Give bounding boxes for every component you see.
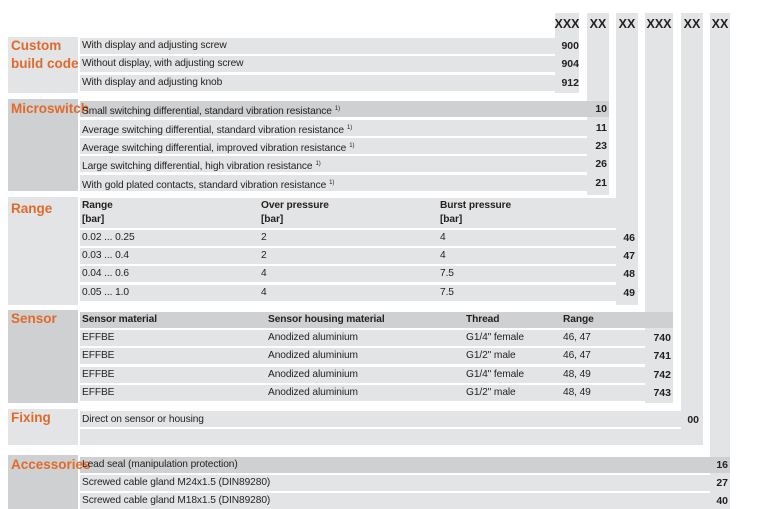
custom-row-2-code: 904 [561,58,579,70]
column-header-6: XX [711,17,729,31]
footnote-ref: 1) [315,161,321,167]
sensor-row-4-housing: Anodized aluminium [268,387,358,398]
fixing-row-2-bg [80,429,703,445]
fixing-row-1-code: 00 [687,414,699,426]
sensor-row-1-thread: G1/4" female [466,332,524,343]
sensor-row-1-material: EFFBE [82,332,115,343]
range-section-title: Range [11,201,53,216]
range-row-1-over: 2 [261,232,267,243]
microswitch-row-5-desc [82,175,334,194]
fixing-section-title: Fixing [11,410,51,425]
range-row-1-range: 0.02 ... 0.25 [82,232,135,243]
sensor-row-2-range: 46, 47 [563,350,591,361]
footnote-ref: 1) [346,125,353,131]
custom-row-1-code: 900 [561,40,579,52]
range-row-1-bg [80,230,638,246]
sensor-row-2-housing: Anodized aluminium [268,350,358,361]
sensor-row-4-code: 743 [653,387,671,399]
sensor-header-housing: Sensor housing material [268,314,385,325]
sensor-row-3-housing: Anodized aluminium [268,369,358,380]
footnote-ref: 1) [334,106,340,112]
accessories-row-1-desc: Lead seal (manipulation protection) [82,459,238,470]
range-header-range: Range [82,200,113,211]
range-row-3-bg [80,266,638,282]
sensor-row-3-range: 48, 49 [563,369,591,380]
sensor-section-title: Sensor [11,311,57,326]
microswitch-row-4-text: Large switching differential, high vibration resistance [82,161,313,172]
microswitch-row-1-desc [82,101,340,120]
sensor-header-thread: Thread [466,314,500,325]
footnote-ref: 1) [349,143,355,149]
range-row-2-bg [80,248,638,264]
custom-row-3-desc: With display and adjusting knob [82,77,223,88]
sensor-row-3-code: 742 [653,369,671,381]
microswitch-row-3-text: Average switching differential, improved vibration resistance [82,143,347,154]
range-row-2-burst: 4 [440,250,446,261]
sensor-row-2-material: EFFBE [82,350,115,361]
sensor-header-range: Range [563,314,594,325]
microswitch-row-5-text: With gold plated contacts, standard vibration resistance [82,180,327,191]
sensor-row-1-range: 46, 47 [563,332,591,343]
microswitch-row-1-code: 10 [595,103,607,115]
range-row-1-burst: 4 [440,232,446,243]
sensor-row-3-thread: G1/4" female [466,369,524,380]
range-row-3-range: 0.04 ... 0.6 [82,268,129,279]
accessories-row-3-desc: Screwed cable gland M18x1.5 (DIN89280) [82,495,271,506]
microswitch-row-3-code: 23 [595,140,607,152]
custom-row-3-code: 912 [561,77,579,89]
range-header-over-unit: [bar] [261,214,284,225]
accessories-row-2-code: 27 [716,477,728,489]
microswitch-row-4-code: 26 [595,158,607,170]
range-row-2-range: 0.03 ... 0.4 [82,250,129,261]
sensor-row-4-thread: G1/2" male [466,387,516,398]
range-header-over: Over pressure [261,200,329,211]
sensor-row-2-code: 741 [653,350,671,362]
custom-row-2-desc: Without display, with adjusting screw [82,58,244,69]
fixing-row-1-desc: Direct on sensor or housing [82,414,204,425]
microswitch-row-4-desc [82,156,321,175]
column-bar-5 [681,13,703,445]
range-row-4-range: 0.05 ... 1.0 [82,287,129,298]
microswitch-section-title: Microswitch [11,101,90,116]
microswitch-row-2-text: Average switching differential, standard vibration resistance [82,125,344,136]
microswitch-row-2-code: 11 [595,122,607,134]
accessories-row-1-code: 16 [716,459,728,471]
sensor-row-1-housing: Anodized aluminium [268,332,358,343]
sensor-row-4-material: EFFBE [82,387,115,398]
range-row-3-over: 4 [261,268,267,279]
microswitch-row-3-desc [82,138,354,157]
range-header-range-unit: [bar] [82,214,105,225]
custom-row-1-desc: With display and adjusting screw [82,40,227,51]
accessories-section-title: Accessories [11,457,91,472]
column-header-1: XXX [554,17,580,31]
column-header-4: XXX [646,17,672,31]
range-row-3-code: 48 [623,268,635,280]
microswitch-row-2-desc [82,120,352,139]
range-row-4-over: 4 [261,287,267,298]
custom-section-title: Custom build code [11,38,79,71]
column-header-2: XX [589,17,607,31]
accessories-row-3-code: 40 [716,495,728,507]
range-header-bg [80,198,638,228]
column-bar-6 [710,13,730,509]
sensor-row-3-material: EFFBE [82,369,115,380]
accessories-row-2-desc: Screwed cable gland M24x1.5 (DIN89280) [82,477,271,488]
range-row-2-code: 47 [623,250,635,262]
range-row-3-burst: 7.5 [440,268,454,279]
sensor-row-4-range: 48, 49 [563,387,591,398]
range-header-burst: Burst pressure [440,200,512,211]
microswitch-row-5-code: 21 [595,177,607,189]
sensor-row-2-thread: G1/2" male [466,350,516,361]
column-header-3: XX [618,17,636,31]
range-row-4-code: 49 [623,287,635,299]
microswitch-row-1-text: Small switching differential, standard vibration resistance [82,106,332,117]
sensor-row-1-code: 740 [653,332,671,344]
range-row-4-bg [80,285,638,301]
range-header-burst-unit: [bar] [440,214,463,225]
sensor-header-material: Sensor material [82,314,157,325]
range-row-4-burst: 7.5 [440,287,454,298]
range-row-2-over: 2 [261,250,267,261]
column-header-5: XX [683,17,701,31]
footnote-ref: 1) [329,180,335,186]
range-row-1-code: 46 [623,232,635,244]
